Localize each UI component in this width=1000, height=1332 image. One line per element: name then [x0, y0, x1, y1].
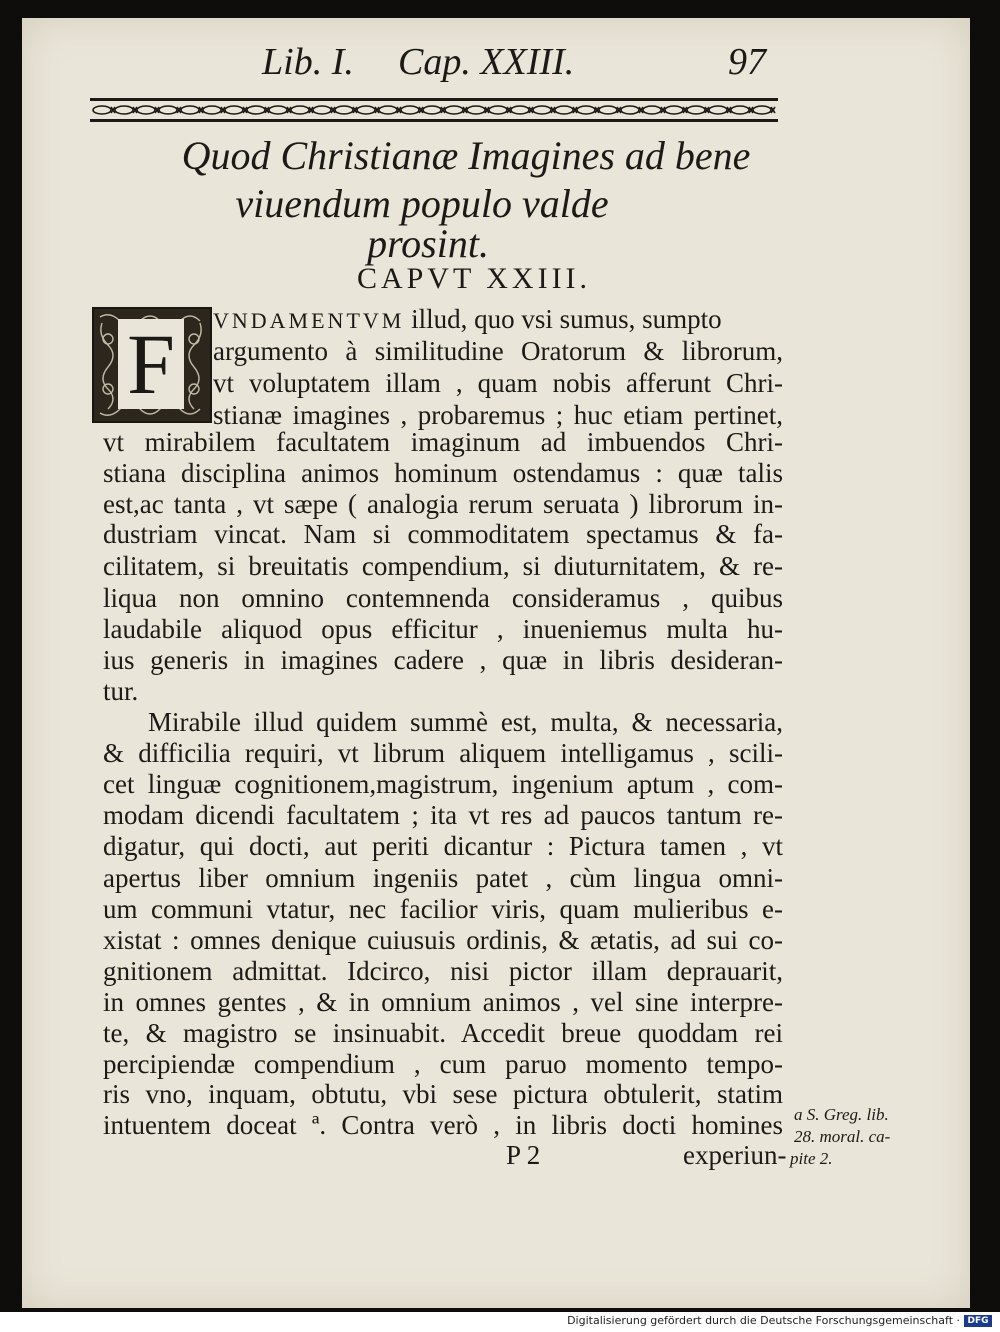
- body-line: stianæ imagines , probaremus ; huc etiam pertinet,: [213, 400, 783, 430]
- body-line: ris vno, inquam, obtutu, vbi sese pictura obtulerit, statim: [103, 1079, 783, 1109]
- body-line: dustriam vincat. Nam si commoditatem spectamus & fa-: [103, 519, 783, 549]
- body-line: cilitatem, si breuitatis compendium, si diuturnitatem, & re-: [103, 551, 783, 581]
- body-line: um communi vtatur, nec facilior viris, quam mulieribus e-: [103, 894, 783, 924]
- body-line: [213, 303, 783, 337]
- signature-mark: P 2: [506, 1140, 541, 1170]
- marginal-note-line: a S. Greg. lib.: [794, 1105, 889, 1124]
- body-line: cet linguæ cognitionem,magistrum, ingenium aptum , com-: [103, 769, 783, 799]
- marginal-note-line: 28. moral. ca-: [794, 1127, 891, 1146]
- running-head-lib: Lib. I.: [262, 41, 354, 83]
- catchword: experiun-: [683, 1140, 787, 1170]
- body-line: vt voluptatem illam , quam nobis afferunt Chri-: [213, 368, 783, 398]
- page-number: 97: [728, 41, 766, 83]
- body-line: gnitionem admittat. Idcirco, nisi pictor illam deprauarit,: [103, 956, 783, 986]
- body-line: modam dicendi facultatem ; ita vt res ad paucos tantum re-: [103, 800, 783, 830]
- body-line: ius generis in imagines cadere , quæ in libris desideran-: [103, 645, 783, 675]
- running-head-cap: Cap. XXIII.: [398, 41, 575, 83]
- body-line: Mirabile illud quidem summè est, multa, & necessaria,: [148, 707, 783, 737]
- body-line: argumento à similitudine Oratorum & librorum,: [213, 336, 783, 366]
- body-line: xistat : omnes denique cuiusuis ordinis, & ætatis, ad sui co-: [103, 925, 783, 955]
- body-line: stiana disciplina animos hominum ostendamus : quæ talis: [103, 458, 783, 488]
- body-line: te, & magistro se insinuabit. Accedit breue quoddam rei: [103, 1018, 783, 1048]
- body-line: est,ac tanta , vt sæpe ( analogia rerum seruata ) librorum in-: [103, 489, 783, 519]
- body-line: liqua non omnino contemnenda consideramus , quibus: [103, 583, 783, 613]
- chapter-heading: CAPVT XXIII.: [356, 262, 592, 295]
- small-caps-word: VNDAMENTVM: [213, 308, 405, 333]
- body-line: vt mirabilem facultatem imaginum ad imbuendos Chri-: [103, 427, 783, 457]
- credit-bar: [0, 1312, 1000, 1332]
- marginal-note-line: pite 2.: [790, 1149, 833, 1168]
- ornamental-rule: [90, 98, 778, 122]
- body-line: digatur, qui docti, aut periti dicantur : Pictura tamen , vt: [103, 831, 783, 861]
- body-line: laudabile aliquod opus efficitur , inueniemus multa hu-: [103, 614, 783, 644]
- title-line-3: prosint.: [367, 221, 489, 266]
- body-line: & difficilia requiri, vt librum aliquem intelligamus , scili-: [103, 738, 783, 768]
- body-line: intuentem doceat ª. Contra verò , in libris docti homines: [103, 1110, 783, 1140]
- body-line: tur.: [103, 676, 139, 706]
- dfg-logo: DFG: [964, 1315, 992, 1327]
- body-line: apertus liber omnium ingeniis patet , cùm lingua omni-: [103, 863, 783, 893]
- initial-letter: F: [118, 319, 184, 409]
- body-line-rest: illud, quo vsi sumus, sumpto: [404, 304, 722, 334]
- title-line-1: Quod Christianæ Imagines ad bene: [181, 133, 751, 178]
- title-line-2: viuendum populo valde: [235, 181, 609, 226]
- decorated-initial: [92, 307, 212, 423]
- credit-text: Digitalisierung gefördert durch die Deutsche Forschungsgemeinschaft ·: [567, 1314, 960, 1327]
- body-line: percipiendæ compendium , cum paruo momento tempo-: [103, 1049, 783, 1079]
- body-line: in omnes gentes , & in omnium animos , vel sine interpre-: [103, 987, 783, 1017]
